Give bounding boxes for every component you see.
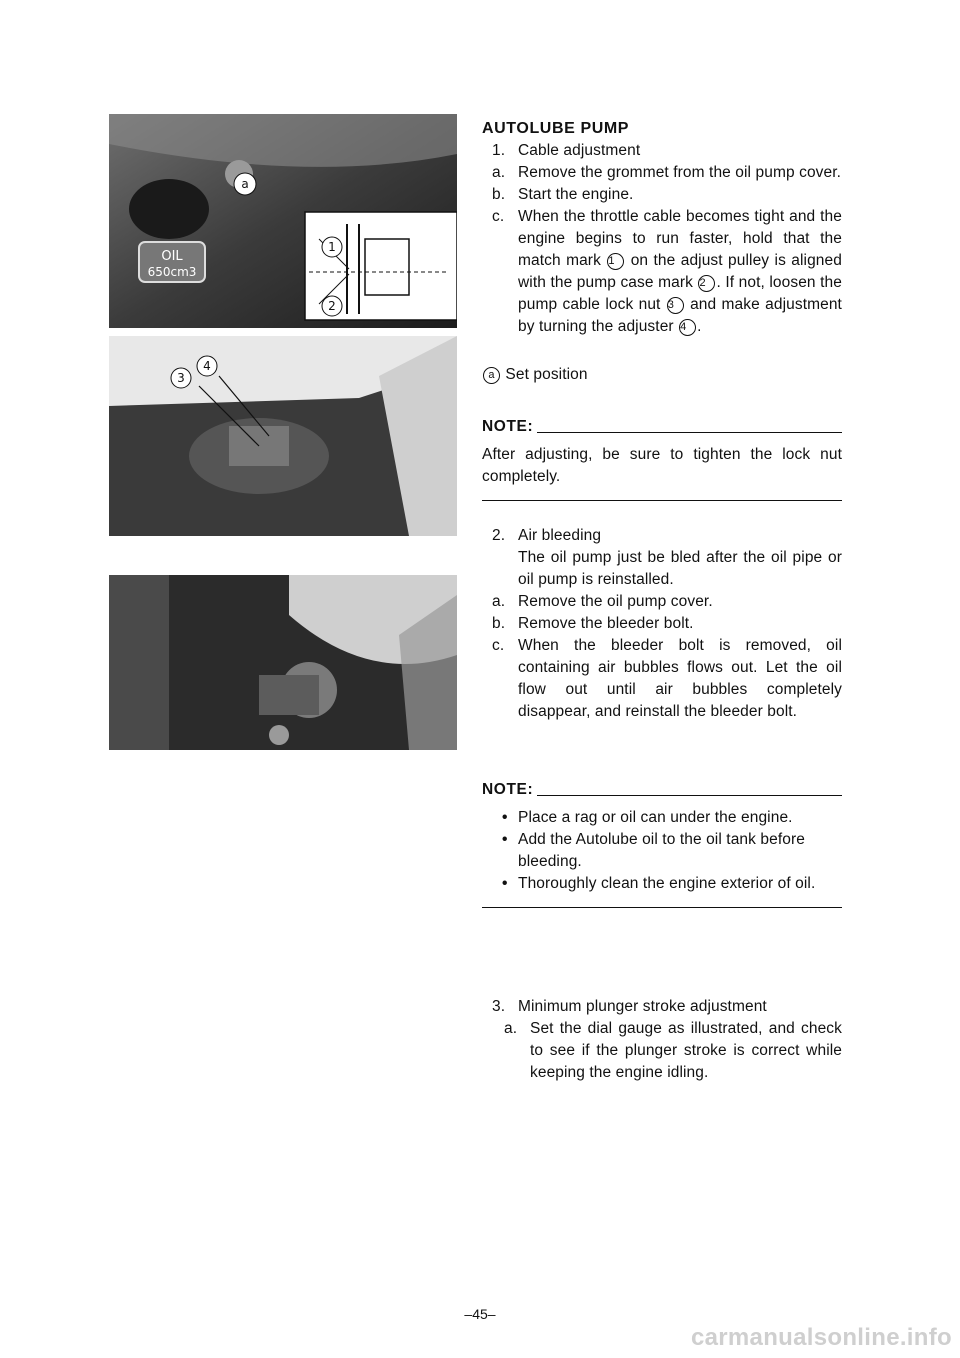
note-end-rule bbox=[482, 907, 842, 908]
section-title: AUTOLUBE PUMP bbox=[482, 120, 630, 137]
note-bullet-item: • Place a rag or oil can under the engine. bbox=[502, 809, 793, 826]
figure-3-photo bbox=[109, 575, 457, 750]
step-number: 1. bbox=[492, 142, 506, 159]
figure-1-callout-1: 1 bbox=[328, 240, 336, 254]
substep-text: When the throttle cable becomes tight and the engine begins to run faster, hold that the match mark 1 on the adjust pulley is aligned with the pump case mark 2 . If not, loosen the pump cable lock nut 3 and make adjustment by turning the adjuster 4 . bbox=[518, 208, 842, 335]
note-text: After adjusting, be sure to tighten the lock nut completely. bbox=[482, 446, 842, 485]
note-2 bbox=[482, 779, 842, 908]
note-heading: NOTE: bbox=[482, 416, 842, 438]
note-bullet-item: • Thoroughly clean the engine exterior of oil. bbox=[502, 875, 816, 892]
figure-1-capacity-label: 650cm3 bbox=[147, 265, 197, 279]
legend-text: Set position bbox=[505, 366, 588, 383]
step-3 bbox=[482, 996, 842, 1084]
watermark: carmanualsonline.info bbox=[690, 1324, 952, 1351]
step-2b: b. Remove the bleeder bolt. bbox=[492, 615, 694, 632]
figure-2-photo bbox=[109, 336, 457, 536]
step-label: Air bleeding bbox=[518, 527, 602, 544]
step-number: 2. bbox=[492, 527, 506, 544]
adjuster-ref: 4 bbox=[679, 319, 696, 336]
lock-nut-ref: 3 bbox=[667, 297, 684, 314]
step-1-heading bbox=[482, 140, 842, 162]
step-label: Minimum plunger stroke adjustment bbox=[518, 998, 767, 1015]
step-2-intro: The oil pump just be bled after the oil pipe or oil pump is reinstalled. bbox=[518, 549, 842, 588]
step-1c bbox=[482, 206, 842, 338]
figure-2-callout-3: 3 bbox=[177, 371, 185, 385]
step-label: Cable adjustment bbox=[518, 142, 641, 159]
figure-2-callout-4: 4 bbox=[203, 359, 211, 373]
note-1 bbox=[482, 416, 842, 501]
figure-1-photo bbox=[109, 114, 457, 328]
step-2 bbox=[482, 525, 842, 723]
case-mark-ref: 2 bbox=[698, 275, 715, 292]
note-heading: NOTE: bbox=[482, 779, 842, 801]
page-number: –45– bbox=[464, 1306, 496, 1322]
figure-1-callout-2: 2 bbox=[328, 299, 336, 313]
step-2a: a. Remove the oil pump cover. bbox=[492, 593, 713, 610]
substep-letter: c. bbox=[492, 208, 505, 225]
step-1b bbox=[482, 184, 842, 206]
section-autolube-pump bbox=[482, 118, 842, 1084]
substep-letter: b. bbox=[492, 186, 506, 203]
substep-text: Remove the grommet from the oil pump cover. bbox=[518, 164, 842, 181]
figure-1-callout-a: a bbox=[241, 177, 249, 191]
match-mark-ref: 1 bbox=[607, 253, 624, 270]
note-bullet-item: • Add the Autolube oil to the oil tank before bleeding. bbox=[502, 831, 805, 870]
step-1a bbox=[482, 162, 842, 184]
legend-mark: a bbox=[483, 367, 500, 384]
step-3a: a. Set the dial gauge as illustrated, and check to see if the plunger stroke is correct while keeping the engine idling. bbox=[504, 1020, 842, 1081]
note-end-rule bbox=[482, 500, 842, 501]
substep-letter: a. bbox=[492, 164, 506, 181]
step-number: 3. bbox=[492, 998, 506, 1015]
legend-set-position bbox=[482, 364, 842, 386]
substep-text: Start the engine. bbox=[518, 186, 634, 203]
figure-1-oil-label: OIL bbox=[161, 249, 183, 264]
step-2c: c. When the bleeder bolt is removed, oil containing air bubbles flows out. Let the oil flow out until air bubbles completely disappear, and reinstall the bleeder bolt. bbox=[492, 637, 842, 720]
